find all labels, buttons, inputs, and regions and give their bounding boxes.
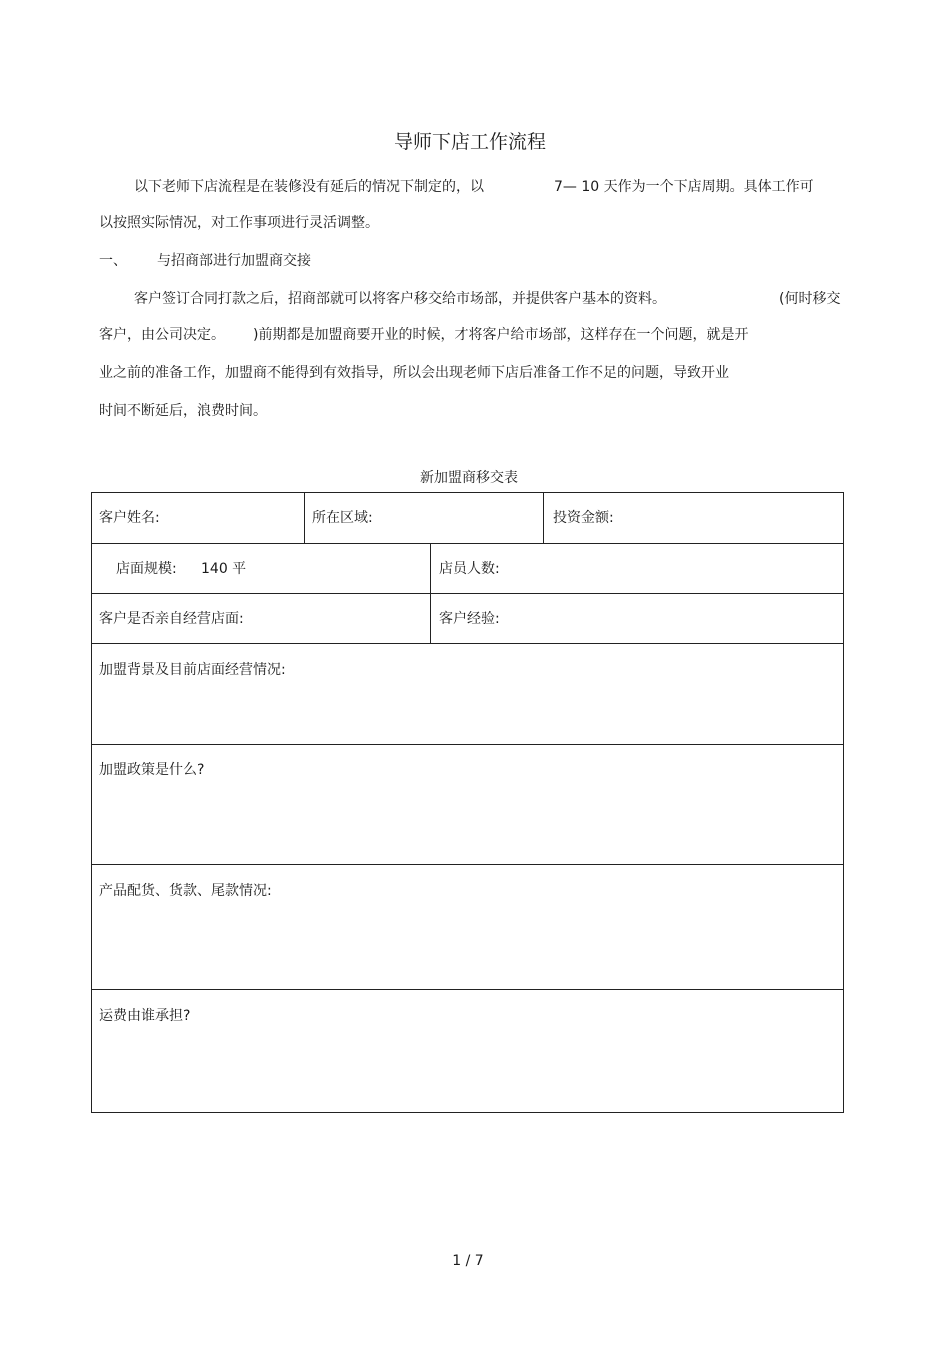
store-size-value: 140 平 (201, 561, 247, 577)
row-divider (92, 643, 843, 644)
row-divider (92, 593, 843, 594)
investment-field: 投资金额: (553, 510, 614, 526)
section-para-line-2a: 客户，由公司决定。 (99, 327, 225, 343)
row-divider (92, 864, 843, 865)
background-field: 加盟背景及目前店面经营情况: (99, 662, 286, 678)
intro-line-1b: 7— 10 天作为一个下店周期。具体工作可 (554, 179, 814, 195)
section-para-line-4: 时间不断延后，浪费时间。 (99, 403, 267, 419)
document-title: 导师下店工作流程 (393, 131, 546, 153)
products-field: 产品配货、货款、尾款情况: (99, 883, 272, 899)
row-divider (92, 543, 843, 544)
region-field: 所在区域: (312, 510, 373, 526)
section-para-line-3: 业之前的准备工作，加盟商不能得到有效指导，所以会出现老师下店后准备工作不足的问题，导致开业 (99, 365, 729, 381)
row-divider (92, 989, 843, 990)
intro-line-2: 以按照实际情况，对工作事项进行灵活调整。 (99, 215, 379, 231)
shipping-field: 运费由谁承担? (99, 1008, 191, 1024)
table-title: 新加盟商移交表 (420, 470, 518, 486)
section-heading: 与招商部进行加盟商交接 (157, 253, 311, 269)
handover-form-table (91, 492, 844, 1113)
experience-field: 客户经验: (439, 611, 500, 627)
section-para-line-1b: (何时移交 (779, 291, 841, 307)
column-divider (543, 493, 544, 543)
store-size-label: 店面规模: (116, 561, 177, 577)
policy-field: 加盟政策是什么? (99, 762, 205, 778)
section-number: 一、 (99, 253, 127, 269)
page-number: 1 / 7 (452, 1253, 484, 1269)
section-para-line-1a: 客户签订合同打款之后，招商部就可以将客户移交给市场部，并提供客户基本的资料。 (134, 291, 666, 307)
staff-count-field: 店员人数: (439, 561, 500, 577)
column-divider (430, 543, 431, 643)
customer-name-field: 客户姓名: (99, 510, 160, 526)
self-operated-field: 客户是否亲自经营店面: (99, 611, 244, 627)
intro-line-1a: 以下老师下店流程是在装修没有延后的情况下制定的，以 (134, 179, 484, 195)
column-divider (304, 493, 305, 543)
row-divider (92, 744, 843, 745)
section-para-line-2b: )前期都是加盟商要开业的时候，才将客户给市场部，这样存在一个问题，就是开 (253, 327, 749, 343)
